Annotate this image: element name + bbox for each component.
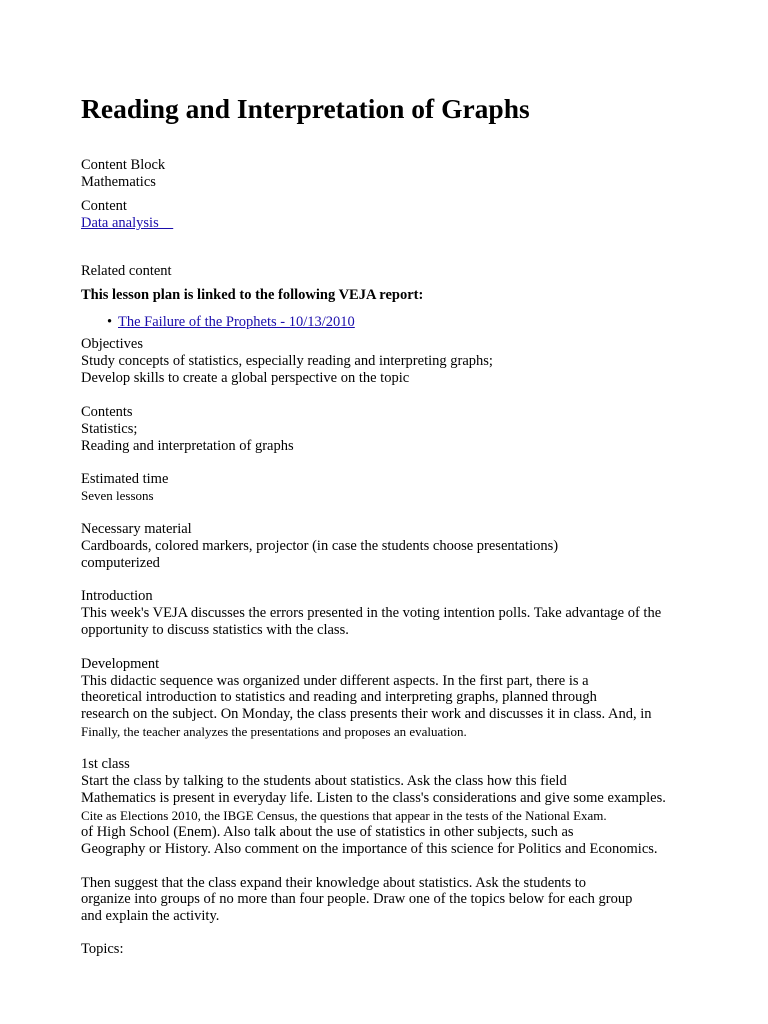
first-class-line: Start the class by talking to the students about statistics. Ask the class how this field	[81, 773, 567, 789]
content-block-label: Content Block	[81, 157, 166, 173]
topics-heading: Topics:	[81, 941, 124, 957]
estimated-time-heading: Estimated time	[81, 471, 169, 487]
introduction-heading: Introduction	[81, 588, 153, 604]
content-block-value: Mathematics	[81, 174, 156, 190]
contents-line: Statistics;	[81, 421, 138, 437]
estimated-time-value: Seven lessons	[81, 488, 154, 503]
content-label: Content	[81, 198, 127, 214]
development-line: Finally, the teacher analyzes the presentations and proposes an evaluation.	[81, 724, 467, 739]
page-title: Reading and Interpretation of Graphs	[81, 93, 530, 124]
material-line: computerized	[81, 555, 160, 571]
first-class-line: and explain the activity.	[81, 908, 220, 924]
objectives-line: Study concepts of statistics, especially reading and interpreting graphs;	[81, 353, 493, 369]
development-line: research on the subject. On Monday, the class presents their work and discusses it in class. And, in	[81, 706, 652, 722]
first-class-line: organize into groups of no more than four people. Draw one of the topics below for each group	[81, 891, 633, 907]
development-line: theoretical introduction to statistics and reading and interpreting graphs, planned through	[81, 689, 597, 705]
introduction-line: This week's VEJA discusses the errors presented in the voting intention polls. Take advantage of the	[81, 605, 662, 621]
objectives-line: Develop skills to create a global perspective on the topic	[81, 370, 410, 386]
data-analysis-link[interactable]: Data analysis	[81, 215, 174, 231]
related-link-item	[107, 314, 355, 331]
first-class-line: of High School (Enem). Also talk about the use of statistics in other subjects, such as	[81, 824, 574, 840]
material-heading: Necessary material	[81, 521, 192, 537]
first-class-line: Then suggest that the class expand their knowledge about statistics. Ask the students to	[81, 875, 586, 891]
first-class-line: Geography or History. Also comment on the importance of this science for Politics and Economics.	[81, 841, 658, 857]
development-line: This didactic sequence was organized under different aspects. In the first part, there is a	[81, 673, 589, 689]
report-link[interactable]: The Failure of the Prophets - 10/13/2010	[118, 314, 355, 330]
related-content-heading: Related content	[81, 263, 172, 279]
introduction-line: opportunity to discuss statistics with the class.	[81, 622, 349, 638]
linked-report-intro: This lesson plan is linked to the following VEJA report:	[81, 287, 424, 303]
first-class-line: Mathematics is present in everyday life. Listen to the class's considerations and give some examples.	[81, 790, 666, 806]
material-line: Cardboards, colored markers, projector (in case the students choose presentations)	[81, 538, 559, 554]
bullet-icon: •	[107, 314, 113, 330]
contents-line: Reading and interpretation of graphs	[81, 438, 294, 454]
first-class-line: Cite as Elections 2010, the IBGE Census, the questions that appear in the tests of the National Exam.	[81, 808, 607, 823]
objectives-heading: Objectives	[81, 336, 144, 352]
development-heading: Development	[81, 656, 160, 672]
contents-heading: Contents	[81, 404, 133, 420]
first-class-heading: 1st class	[81, 756, 130, 772]
